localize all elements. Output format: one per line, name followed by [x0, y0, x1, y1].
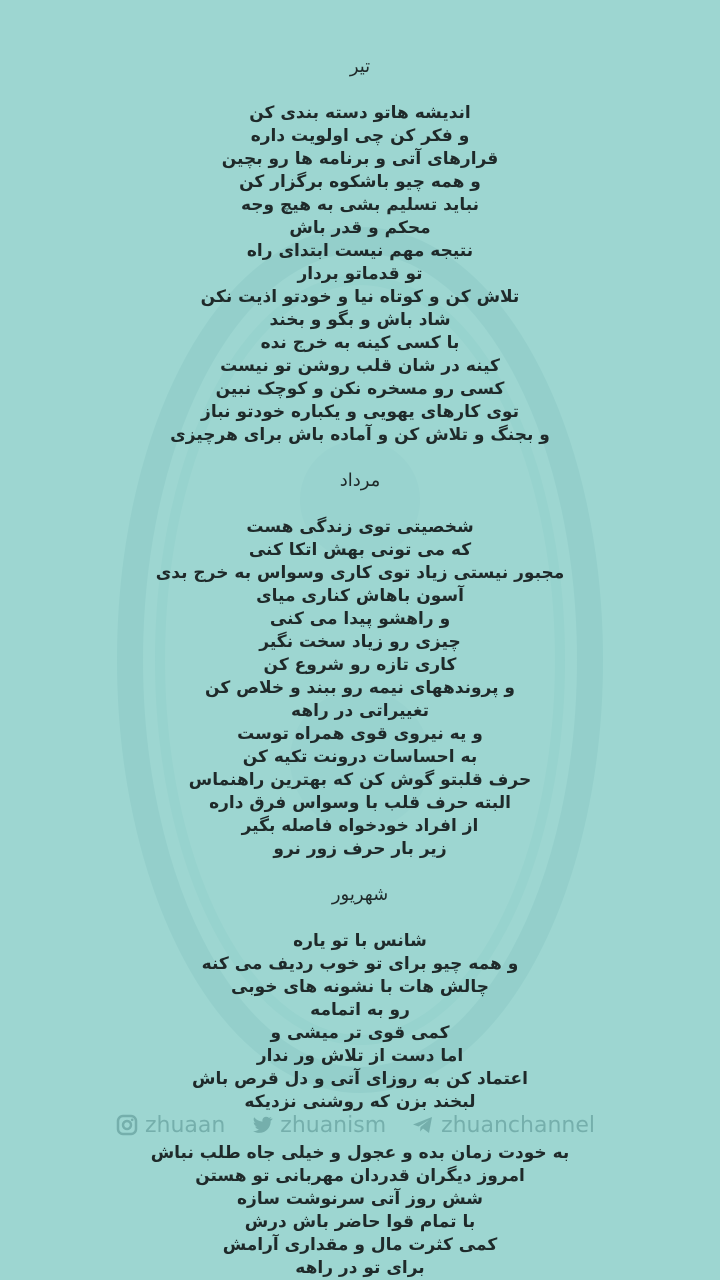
text-line: امروز دیگران قدردان مهربانی تو هستن: [195, 1166, 525, 1186]
twitter-icon: [250, 1113, 274, 1137]
text-line: و همه چیو برای تو خوب ردیف می کنه: [201, 954, 519, 974]
text-line: تغییراتی در راهه: [291, 701, 429, 721]
text-line: نباید تسلیم بشی به هیچ وجه: [240, 195, 480, 215]
text-line: نتیجه مهم نیست ابتدای راه: [246, 241, 474, 261]
text-line: با تمام قوا حاضر باش درش: [244, 1212, 476, 1232]
text-line: شخصیتی توی زندگی هست: [246, 517, 474, 537]
text-line: کینه در شان قلب روشن تو نیست: [220, 356, 500, 376]
text-line: و بجنگ و تلاش کن و آماده باش برای هرچیزی: [170, 425, 550, 445]
twitter-watermark: [250, 1113, 386, 1138]
telegram-watermark: [411, 1113, 595, 1138]
text-line: اعتماد کن به روزای آتی و دل قرص باش: [192, 1069, 528, 1089]
telegram-icon: [411, 1113, 435, 1137]
section-shahrivar: [0, 884, 720, 1280]
text-line: البته حرف قلب با وسواس فرق داره: [209, 793, 511, 813]
text-line: شش روز آتی سرنوشت سازه: [237, 1189, 483, 1209]
text-line: زیر بار حرف زور نرو: [273, 839, 447, 859]
text-line: لبخند بزن که روشنی نزدیکه: [244, 1092, 476, 1112]
text-line: و راهشو پیدا می کنی: [269, 609, 451, 629]
section-title: شهریور: [331, 884, 389, 905]
text-line: به احساسات درونت تکیه کن: [242, 747, 478, 767]
text-line: با کسی کینه به خرج نده: [260, 333, 460, 353]
watermark-bar: [115, 1110, 595, 1140]
text-line: کمی کثرت مال و مقداری آرامش: [222, 1235, 498, 1255]
text-line: چیزی رو زیاد سخت نگیر: [259, 632, 461, 652]
text-line: آسون باهاش کناری میای: [256, 586, 464, 606]
text-line: کسی رو مسخره نکن و کوچک نبین: [215, 379, 505, 399]
text-line: مجبور نیستی زیاد توی کاری وسواس به خرج بدی: [155, 563, 565, 583]
text-line: حرف قلبتو گوش کن که بهترین راهنماس: [188, 770, 532, 790]
section-title: مرداد: [339, 470, 381, 491]
text-line: اما دست از تلاش ور ندار: [256, 1046, 464, 1066]
instagram-icon: [115, 1113, 139, 1137]
text-line: به خودت زمان بده و عجول و خیلی جاه طلب نباش: [150, 1143, 570, 1163]
section-tir: [0, 56, 720, 447]
text-line: برای تو در راهه: [295, 1258, 425, 1278]
text-line: که می تونی بهش اتکا کنی: [248, 540, 472, 560]
instagram-handle: zhuaan: [145, 1112, 226, 1138]
twitter-handle: zhuanism: [280, 1112, 387, 1138]
text-line: تو قدماتو بردار: [297, 264, 423, 284]
instagram-watermark: [115, 1113, 225, 1138]
text-line: کمی قوی تر میشی و: [270, 1023, 450, 1043]
text-line: و همه چیو باشکوه برگزار کن: [239, 172, 481, 192]
text-line: محکم و قدر باش: [289, 218, 431, 238]
text-line: شانس با تو یاره: [293, 931, 427, 951]
section-title: تیر: [349, 56, 371, 77]
text-line: قرارهای آتی و برنامه ها رو بچین: [221, 149, 499, 169]
section-mordad: [0, 470, 720, 861]
text-line: توی کارهای یهویی و یکباره خودتو نباز: [201, 402, 519, 422]
text-line: اندیشه هاتو دسته بندی کن: [249, 103, 471, 123]
text-line: کاری تازه رو شروع کن: [263, 655, 457, 675]
text-line: و فکر کن چی اولویت داره: [250, 126, 470, 146]
text-line: چالش هات با نشونه های خوبی: [231, 977, 489, 997]
text-line: رو به اتمامه: [310, 1000, 410, 1020]
text-line: تلاش کن و کوتاه نیا و خودتو اذیت نکن: [200, 287, 520, 307]
text-line: و پروندههای نیمه رو ببند و خلاص کن: [205, 678, 515, 698]
text-line: شاد باش و بگو و بخند: [269, 310, 451, 330]
telegram-handle: zhuanchannel: [441, 1112, 595, 1138]
text-line: و یه نیروی قوی همراه توست: [237, 724, 483, 744]
text-line: از افراد خودخواه فاصله بگیر: [241, 816, 479, 836]
